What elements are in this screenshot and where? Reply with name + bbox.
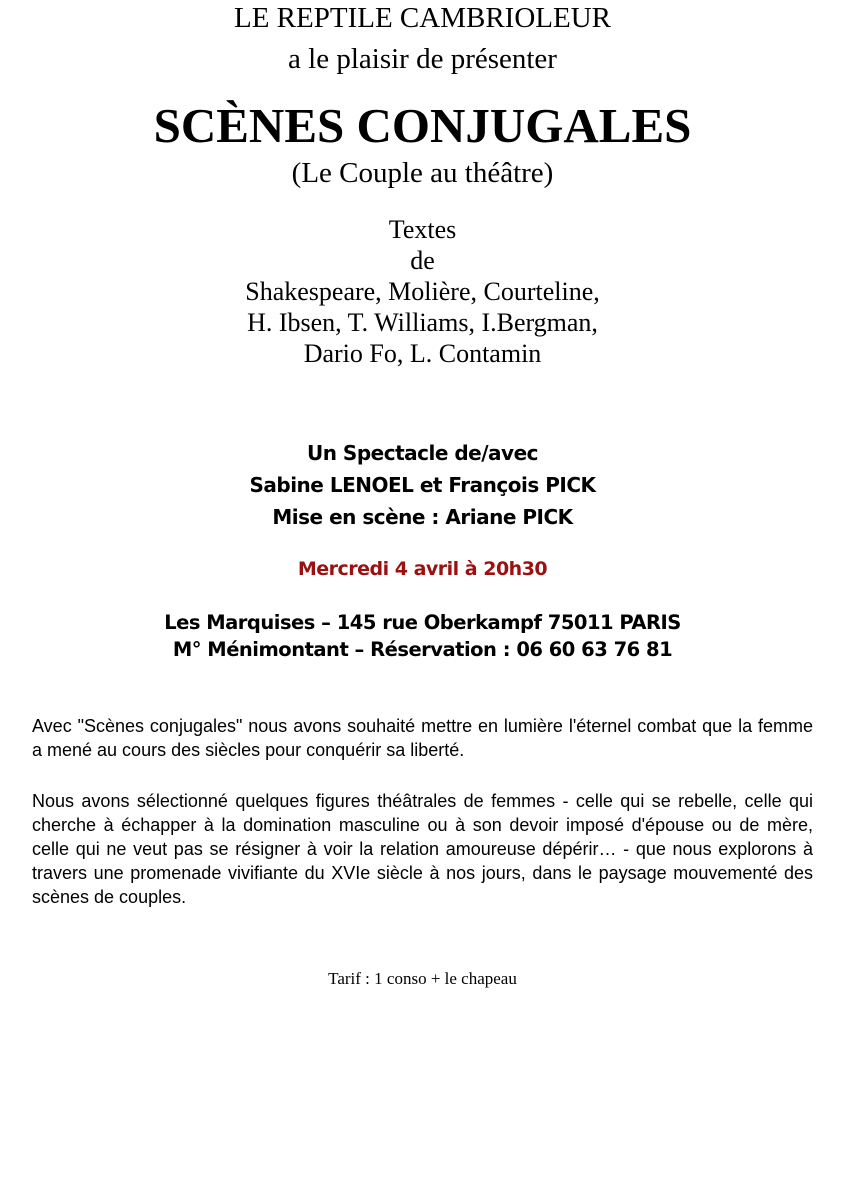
- description-paragraph: Nous avons sélectionné quelques figures théâtrales de femmes - celle qui se rebelle, celle qui cherche à échapper à la domination masculine ou à son devoir imposé d'épouse ou de mère, celle qui ne veut pas se résigner à voir la relation amoureuse dépérir… - que nous explorons à travers une promenade vivifiante du XVIe siècle à nos jours, dans le paysage mouvementé des scènes de couples.: [32, 791, 813, 907]
- show-subtitle: (Le Couple au théâtre): [291, 157, 554, 189]
- show-title: SCÈNES CONJUGALES: [153, 98, 692, 153]
- presenter-name: LE REPTILE CAMBRIOLEUR: [234, 2, 611, 34]
- venue-address: Les Marquises – 145 rue Oberkampf 75011 PARIS: [164, 611, 681, 634]
- credits-show-line: Un Spectacle de/avec: [306, 441, 538, 465]
- authors-line: H. Ibsen, T. Williams, I.Bergman,: [247, 308, 598, 337]
- event-date: Mercredi 4 avril à 20h30: [297, 558, 548, 580]
- credits-cast-line: Sabine LENOEL et François PICK: [249, 473, 596, 497]
- intro-paragraph: Avec "Scènes conjugales" nous avons souhaité mettre en lumière l'éternel combat que la femme a mené au cours des siècles pour conquérir sa liberté.: [32, 716, 813, 760]
- tarif-line: Tarif : 1 conso + le chapeau: [328, 969, 517, 988]
- authors-line: Textes: [388, 215, 457, 244]
- authors-line: Shakespeare, Molière, Courteline,: [245, 277, 600, 306]
- presents-line: a le plaisir de présenter: [288, 43, 557, 75]
- venue-block: [0, 609, 845, 663]
- authors-line: de: [410, 246, 435, 275]
- credits-director-line: Mise en scène : Ariane PICK: [272, 505, 573, 529]
- metro-reservation: M° Ménimontant – Réservation : 06 60 63 76 81: [172, 638, 673, 661]
- authors-block: [0, 214, 845, 369]
- authors-line: Dario Fo, L. Contamin: [303, 339, 542, 368]
- credits-block: [0, 437, 845, 533]
